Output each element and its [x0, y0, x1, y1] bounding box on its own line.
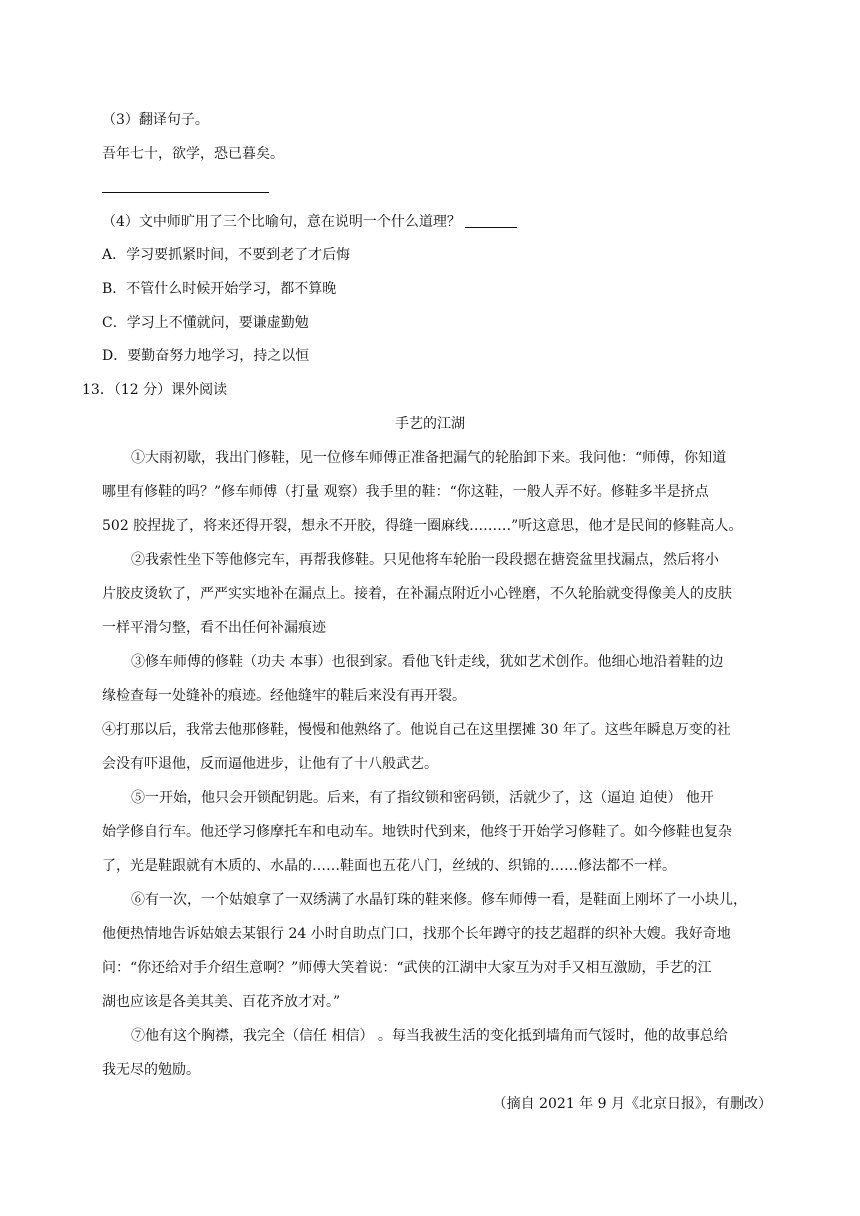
q3-sentence: 吾年七十，欲学，恐已暮矣。 [102, 146, 284, 162]
paragraph-7-line-2: 我无尽的勉励。 [102, 1062, 200, 1078]
paragraph-1-line-1: ①大雨初歇，我出门修鞋，见一位修车师傅正准备把漏气的轮胎卸下来。我问他：“师傅，你知道 [131, 450, 727, 466]
paragraph-3-line-1: ③修车师傅的修鞋（功夫 本事）也很到家。看他飞针走线，犹如艺术创作。他细心地沿着鞋的边 [131, 654, 724, 670]
article-source: （摘自 2021 年 9 月《北京日报》，有删改） [492, 1096, 772, 1112]
paragraph-2-line-1: ②我索性坐下等他修完车，再帮我修鞋。只见他将车轮胎一段段摁在搪瓷盆里找漏点，然后将小 [131, 552, 719, 568]
paragraph-1-line-3: 502 胶捏拢了，将来还得开裂，想永不开胶，得缝一圈麻线………”听这意思，他才是民间的修鞋高人。 [102, 518, 743, 534]
paragraph-6-line-3: 问：“你还给对手介绍生意啊？”师傅大笑着说：“武侠的江湖中大家互为对手又相互激励，手艺的江 [102, 960, 712, 976]
paragraph-2-line-2: 片胶皮烫软了，严严实实地补在漏点上。接着，在补漏点附近小心锉磨，不久轮胎就变得像美人的皮肤 [102, 586, 732, 602]
paragraph-5-line-3: 了，光是鞋跟就有木质的、水晶的……鞋面也五花八门，丝绒的、织锦的……修法都不一样。 [102, 858, 676, 874]
paragraph-7-line-1: ⑦他有这个胸襟，我完全（信任 相信） 。每当我被生活的变化抵到墙角而气馁时，他的故事总给 [131, 1028, 728, 1044]
paragraph-6-line-1: ⑥有一次，一个姑娘拿了一双绣满了水晶钉珠的鞋来修。修车师傅一看，是鞋面上刚坏了一小块儿， [131, 892, 747, 908]
q3-answer-blank[interactable] [102, 192, 269, 193]
paragraph-4-line-2: 会没有吓退他，反而逼他进步，让他有了十八般武艺。 [102, 756, 438, 772]
paragraph-5-line-2: 始学修自行车。他还学习修摩托车和电动车。地铁时代到来，他终于开始学习修鞋了。如今修鞋也复杂 [102, 824, 732, 840]
q4-option-b: B．不管什么时候开始学习，都不算晚 [102, 281, 337, 297]
paragraph-1-line-2: 哪里有修鞋的吗？”修车师傅（打量 观察）我手里的鞋：“你这鞋，一般人弄不好。修鞋多半是挤点 [102, 484, 709, 500]
paragraph-5-line-1: ⑤一开始，他只会开锁配钥匙。后来，有了指纹锁和密码锁，活就少了，这（逼迫 迫使） 他开 [131, 790, 714, 806]
q4-label: （4）文中师旷用了三个比喻句，意在说明一个什么道理？ [102, 214, 461, 230]
paragraph-2-line-3: 一样平滑匀整，看不出任何补漏痕迹 [102, 620, 326, 636]
q4-option-c: C．学习上不懂就问，要谦虚勤勉 [102, 315, 309, 331]
q4-question [102, 212, 517, 232]
paragraph-6-line-2: 他便热情地告诉姑娘去某银行 24 小时自助点门口，找那个长年蹲守的技艺超群的织补大嫂。我好奇地 [102, 926, 731, 942]
q3-label: （3）翻译句子。 [102, 112, 209, 128]
paragraph-4-line-1: ④打那以后，我常去他那修鞋，慢慢和他熟络了。他说自己在这里摆摊 30 年了。这些年瞬息万变的社 [102, 722, 731, 738]
paragraph-3-line-2: 缘检查每一处缝补的痕迹。经他缝牢的鞋后来没有再开裂。 [102, 688, 466, 704]
q4-option-a: A．学习要抓紧时间，不要到老了才后悔 [102, 247, 351, 263]
article-title: 手艺的江湖 [395, 416, 465, 432]
q13-header: 13．（12 分）课外阅读 [82, 382, 228, 398]
paragraph-6-line-4: 湖也应该是各美其美、百花齐放才对。” [102, 994, 341, 1010]
q4-option-d: D．要勤奋努力地学习，持之以恒 [102, 348, 310, 364]
q4-answer-blank[interactable] [465, 213, 517, 228]
